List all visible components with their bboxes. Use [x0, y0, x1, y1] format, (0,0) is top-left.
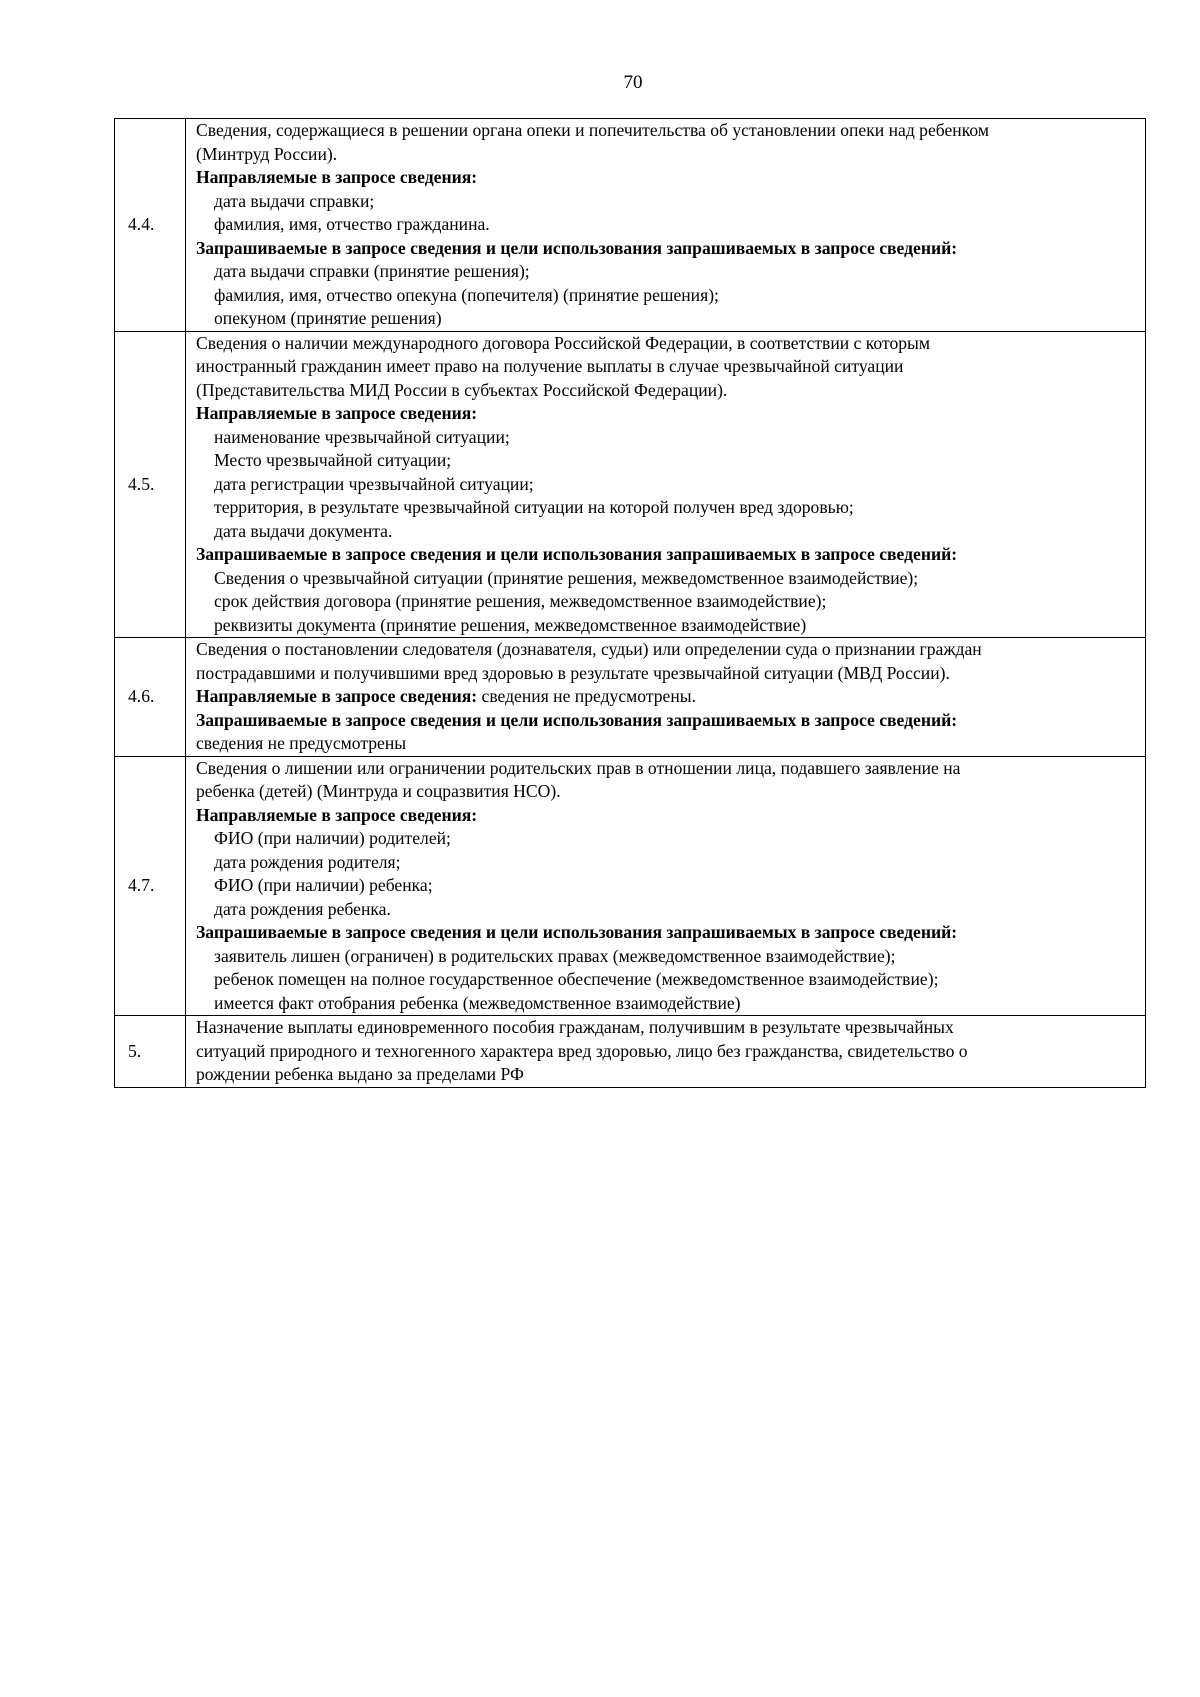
- table-row: [115, 756, 1146, 1016]
- row-title-line: ребенка (детей) (Минтруда и соцразвития НСО).: [196, 781, 561, 801]
- requested-data-heading: Запрашиваемые в запросе сведения и цели использования запрашиваемых в запросе сведений:: [196, 544, 958, 564]
- row-title-line: Сведения о лишении или ограничении родительских прав в отношении лица, подавшего заявление на: [196, 757, 961, 778]
- row-title-line: Назначение выплаты единовременного пособия гражданам, получившим в результате чрезвычайных: [196, 1017, 954, 1037]
- requested-data-item: ребенок помещен на полное государственное обеспечение (межведомственное взаимодействие);: [214, 969, 939, 989]
- row-title-line: пострадавшими и получившими вред здоровью в результате чрезвычайной ситуации (МВД России).: [196, 662, 950, 683]
- row-number: 5.: [115, 1016, 186, 1088]
- table-row: [115, 119, 1146, 332]
- page-number: 70: [623, 72, 643, 93]
- requested-data-item: дата выдачи справки (принятие решения);: [214, 261, 530, 281]
- row-title-line: иностранный гражданин имеет право на получение выплаты в случае чрезвычайной ситуации: [196, 356, 904, 376]
- row-title-line: Сведения о постановлении следователя (дознавателя, судьи) или определении суда о признании граждан: [196, 639, 982, 659]
- requested-data-heading: Запрашиваемые в запросе сведения и цели использования запрашиваемых в запросе сведений:: [196, 709, 958, 730]
- requested-data-heading: Запрашиваемые в запросе сведения и цели использования запрашиваемых в запросе сведений:: [196, 922, 958, 942]
- requested-data-item: заявитель лишен (ограничен) в родительских правах (межведомственное взаимодействие);: [214, 945, 896, 966]
- row-title-line: (Минтруд России).: [196, 143, 338, 164]
- row-content: [186, 331, 1146, 638]
- row-title-line: (Представительства МИД России в субъектах Российской Федерации).: [196, 379, 728, 400]
- sent-data-heading: Направляемые в запросе сведения:: [196, 403, 478, 423]
- row-content: [186, 756, 1146, 1016]
- row-title-line: Сведения, содержащиеся в решении органа опеки и попечительства об установлении опеки над ребенком: [196, 120, 989, 140]
- sent-data-item: дата выдачи справки;: [214, 190, 375, 211]
- row-content: [186, 119, 1146, 332]
- row-title-line: ситуаций природного и техногенного характера вред здоровью, лицо без гражданства, свидетельство о: [196, 1040, 968, 1061]
- requested-data-item: Сведения о чрезвычайной ситуации (принятие решения, межведомственное взаимодействие);: [214, 567, 919, 588]
- sent-data-heading: Направляемые в запросе сведения:: [196, 686, 478, 706]
- row-content: [186, 638, 1146, 757]
- requested-data-item: фамилия, имя, отчество опекуна (попечителя) (принятие решения);: [214, 284, 719, 305]
- sent-data-item: дата выдачи документа.: [214, 520, 393, 541]
- sent-data-item: фамилия, имя, отчество гражданина.: [214, 214, 490, 234]
- table-row: [115, 638, 1146, 757]
- sent-data-item: территория, в результате чрезвычайной ситуации на которой получен вред здоровью;: [214, 497, 854, 517]
- sent-data-item: дата рождения ребенка.: [214, 898, 391, 919]
- sent-data-item: дата регистрации чрезвычайной ситуации;: [214, 473, 534, 494]
- row-number: 4.7.: [115, 756, 186, 1016]
- sent-data-inline: сведения не предусмотрены.: [477, 686, 696, 706]
- document-table: [114, 118, 1146, 1088]
- requested-data-item: имеется факт отобрания ребенка (межведомственное взаимодействие): [214, 992, 741, 1013]
- sent-data-item: Место чрезвычайной ситуации;: [214, 450, 452, 470]
- requested-data-heading: Запрашиваемые в запросе сведения и цели использования запрашиваемых в запросе сведений:: [196, 237, 958, 258]
- row-number: 4.6.: [115, 638, 186, 757]
- sent-data-item: наименование чрезвычайной ситуации;: [214, 426, 510, 447]
- requested-data-plain: сведения не предусмотрены: [196, 733, 407, 753]
- row-content: [186, 1016, 1146, 1088]
- sent-data-line: [196, 685, 1137, 709]
- requested-data-item: реквизиты документа (принятие решения, межведомственное взаимодействие): [214, 614, 807, 635]
- table-row: [115, 1016, 1146, 1088]
- row-number: 4.4.: [115, 119, 186, 332]
- row-title-line: Сведения о наличии международного договора Российской Федерации, в соответствии с которым: [196, 332, 930, 353]
- row-number: 4.5.: [115, 331, 186, 638]
- table-row: [115, 331, 1146, 638]
- sent-data-heading: Направляемые в запросе сведения:: [196, 804, 478, 825]
- sent-data-heading: Направляемые в запросе сведения:: [196, 167, 478, 187]
- requested-data-item: опекуном (принятие решения): [214, 308, 442, 328]
- sent-data-item: ФИО (при наличии) ребенка;: [214, 875, 433, 895]
- requested-data-item: срок действия договора (принятие решения, межведомственное взаимодействие);: [214, 591, 827, 611]
- sent-data-item: дата рождения родителя;: [214, 851, 401, 872]
- sent-data-item: ФИО (при наличии) родителей;: [214, 828, 451, 848]
- row-title-line: рождении ребенка выдано за пределами РФ: [196, 1064, 524, 1084]
